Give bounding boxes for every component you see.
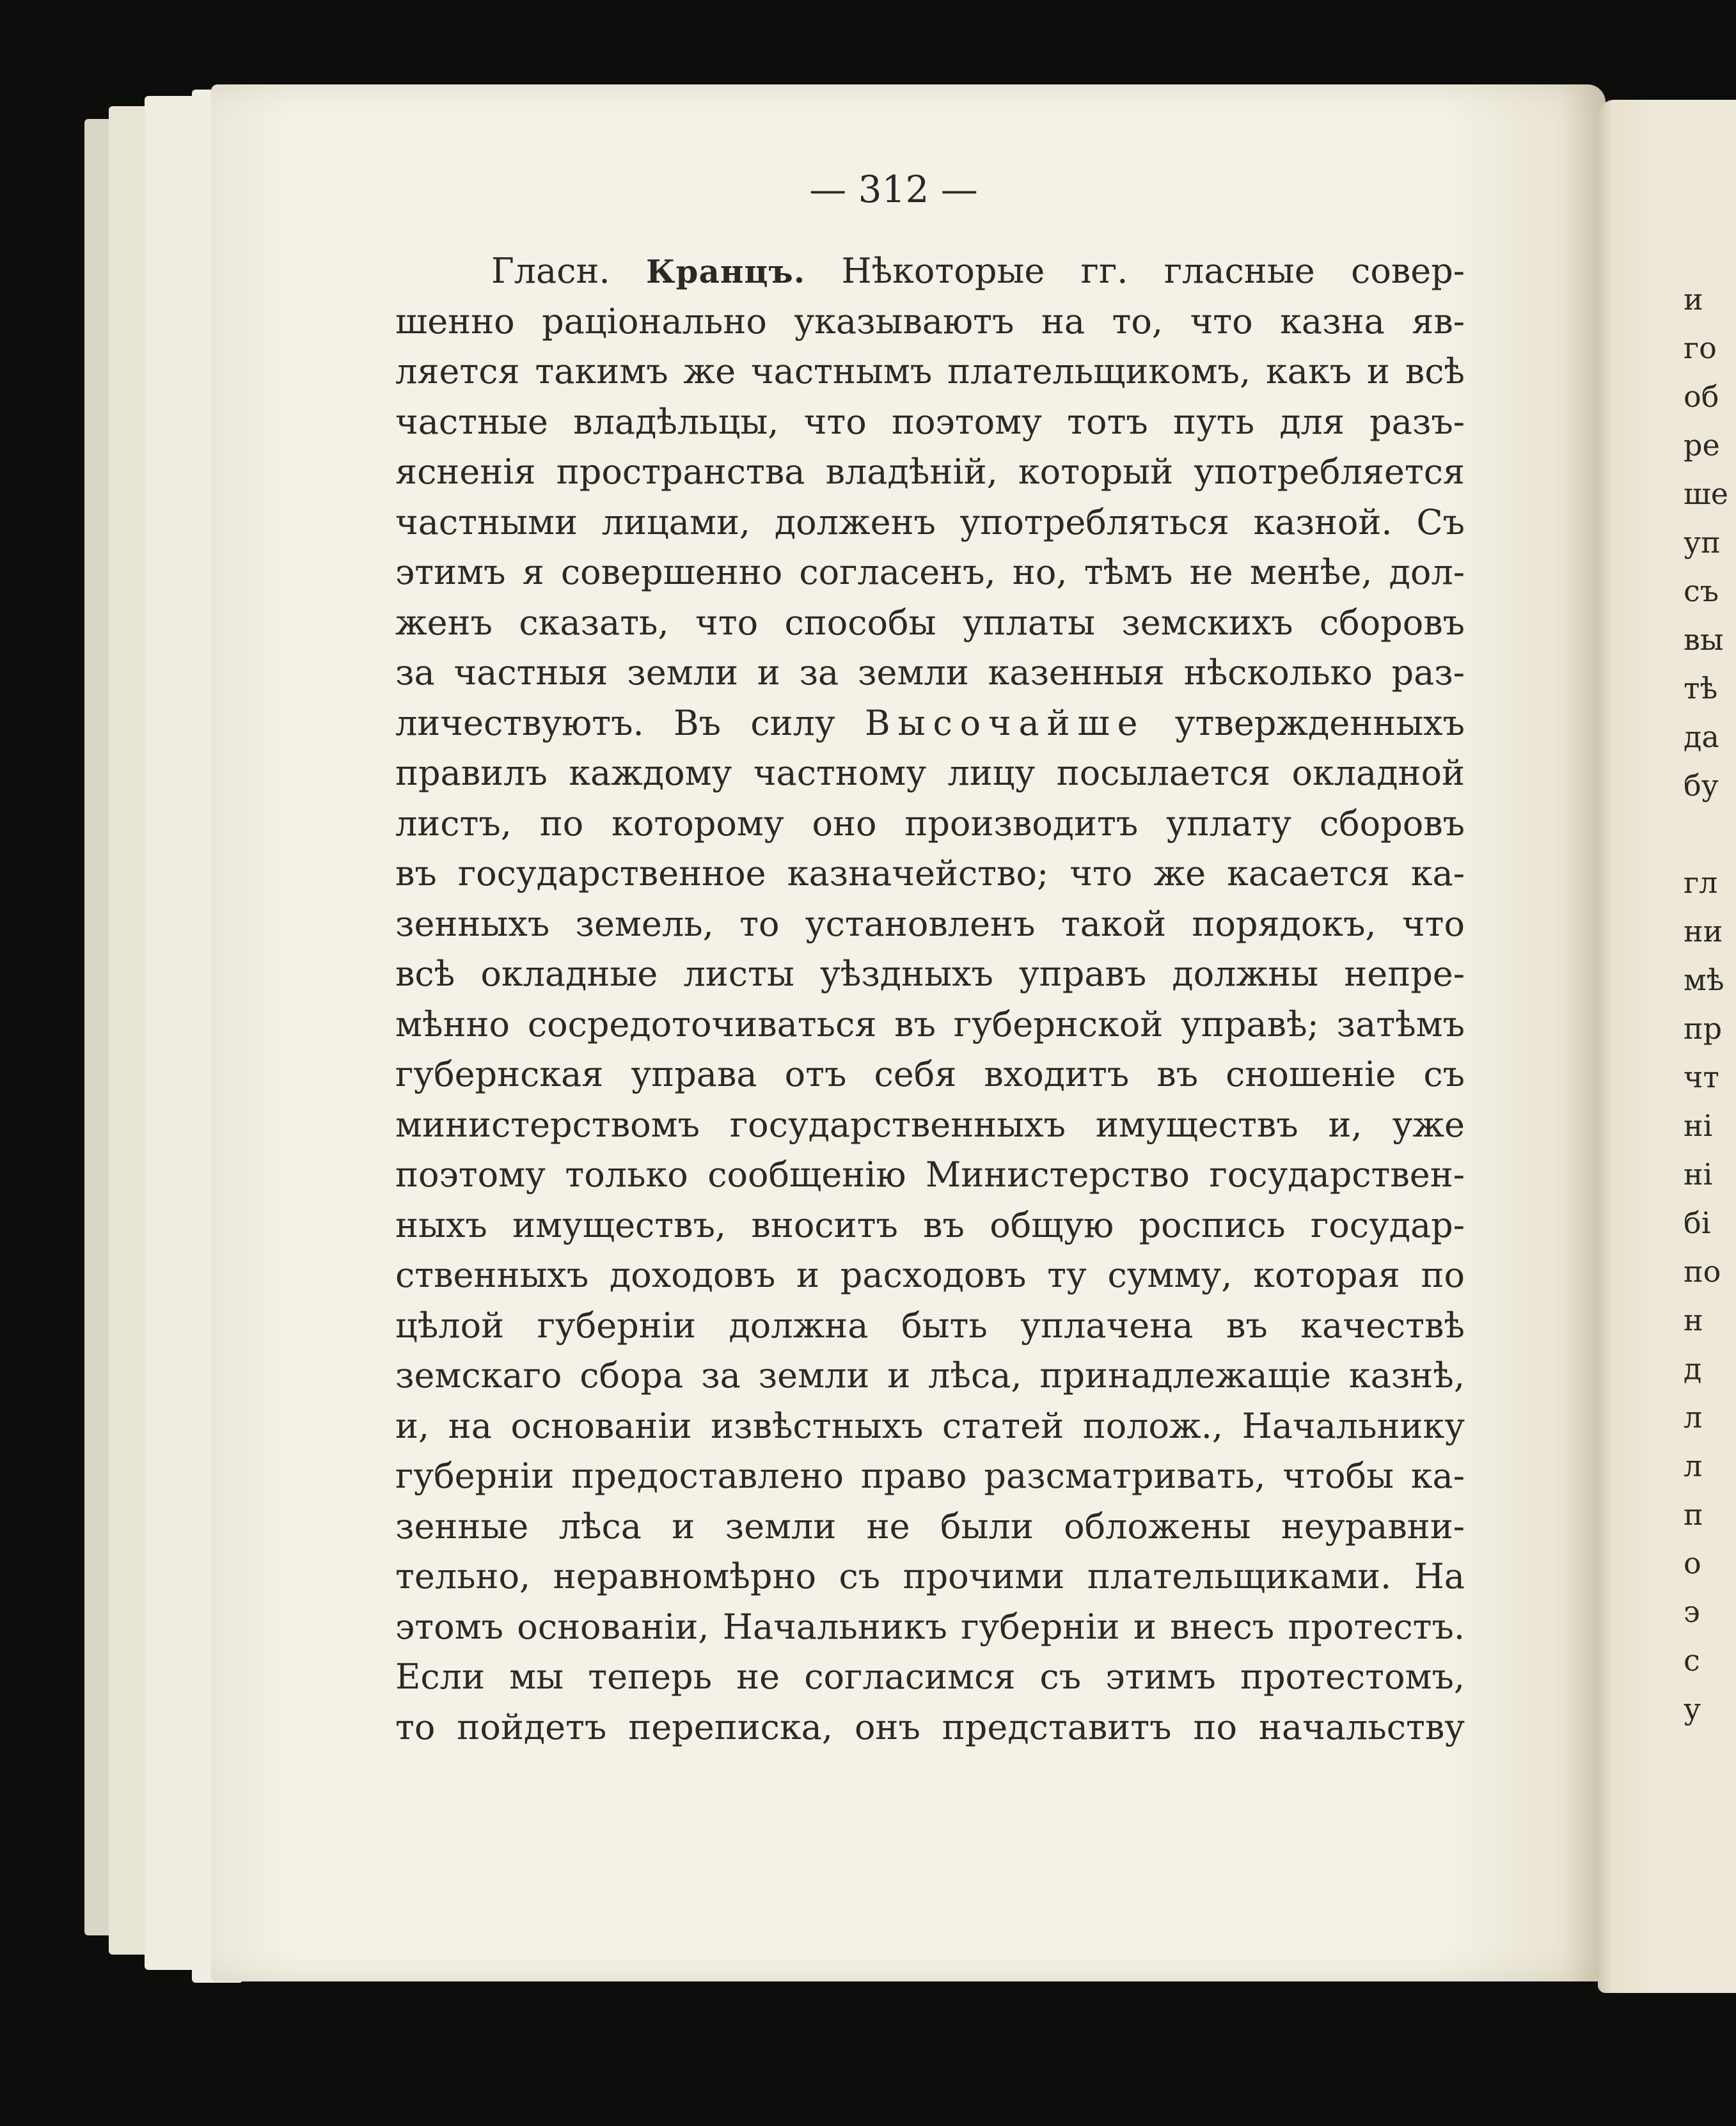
text-line: ственныхъ доходовъ и расходовъ ту сумму, которая по — [395, 1255, 1465, 1295]
next-page-fragment: по — [1684, 1254, 1721, 1289]
speaker-label: Гласн. — [491, 251, 610, 291]
text-line: правилъ каждому частному лицу посылается окладной — [395, 753, 1465, 793]
text-line: губернская управа отъ себя входитъ въ сношеніе съ — [395, 1054, 1465, 1094]
next-page-fragment: гл — [1684, 865, 1718, 900]
next-page-fragment: у — [1684, 1692, 1701, 1726]
spaced-word: Высочайше — [865, 702, 1146, 743]
text-line: то пойдетъ переписка, онъ представитъ по начальству — [395, 1706, 1465, 1747]
text-line: губерніи предоставлено право разсматривать, чтобы ка- — [395, 1456, 1465, 1496]
text-line: женъ сказать, что способы уплаты земскихъ сборовъ — [395, 602, 1465, 643]
text-line: шенно раціонально указываютъ на то, что казна яв- — [395, 301, 1465, 342]
next-page-fragment: об — [1684, 379, 1719, 414]
next-page-fragment: бі — [1684, 1206, 1711, 1240]
text-line: частными лицами, долженъ употребляться казной. Съ — [395, 501, 1465, 542]
next-page-fragment: тѣ — [1684, 671, 1718, 705]
next-page-fragment: л — [1684, 1449, 1703, 1483]
next-page-fragment: ше — [1684, 476, 1728, 511]
text-line: ныхъ имуществъ, вноситъ въ общую роспись государ- — [395, 1204, 1465, 1245]
next-page-fragment: да — [1684, 720, 1719, 754]
next-page-fragment: вы — [1684, 622, 1724, 657]
text-line: министерствомъ государственныхъ имуществъ и, уже — [395, 1104, 1465, 1145]
text-line: ляется такимъ же частнымъ плательщикомъ, какъ и всѣ — [395, 351, 1465, 391]
text-line: Гласн. Кранцъ. Нѣкоторые гг. гласные совер- — [491, 251, 1465, 291]
text-line: земскаго сбора за земли и лѣса, принадлежащіе казнѣ, — [395, 1355, 1465, 1396]
next-page-fragment: д — [1684, 1351, 1702, 1386]
text-line: зенныхъ земель, то установленъ такой порядокъ, что — [395, 903, 1465, 944]
next-page-fragment: с — [1684, 1643, 1700, 1678]
text-line: за частныя земли и за земли казенныя нѣсколько раз- — [395, 652, 1465, 693]
text-line: частные владѣльцы, что поэтому тотъ путь для разъ- — [395, 401, 1465, 442]
next-page-text-fragments — [1684, 275, 1736, 1733]
next-page-fragment: п — [1684, 1497, 1703, 1532]
text-line: мѣнно сосредоточиваться въ губернской управѣ; затѣмъ — [395, 1004, 1465, 1044]
text-line: въ государственное казначейство; что же касается ка- — [395, 853, 1465, 894]
text-line: ясненія пространства владѣній, который употребляется — [395, 452, 1465, 492]
text-line: личествуютъ. Въ силу Высочайше утвержденныхъ — [395, 702, 1465, 743]
text-line: и, на основаніи извѣстныхъ статей полож., Начальнику — [395, 1405, 1465, 1446]
text-line: поэтому только сообщенію Министерство государствен- — [395, 1154, 1465, 1195]
next-page-fragment: бу — [1684, 768, 1719, 803]
text-line: этимъ я совершенно согласенъ, но, тѣмъ не менѣе, дол- — [395, 552, 1465, 592]
next-page-fragment: съ — [1684, 574, 1719, 608]
next-page-fragment: н — [1684, 1303, 1703, 1337]
next-page-fragment: л — [1684, 1400, 1703, 1435]
next-page-fragment: пр — [1684, 1011, 1723, 1046]
next-page-fragment: ні — [1684, 1157, 1713, 1192]
next-page-fragment: ре — [1684, 428, 1720, 462]
page-number: — 312 — — [809, 168, 978, 211]
next-page-fragment: чт — [1684, 1060, 1719, 1094]
text-line: всѣ окладные листы уѣздныхъ управъ должны непре- — [395, 954, 1465, 994]
next-page-fragment: о — [1684, 1546, 1701, 1580]
text-line: этомъ основаніи, Начальникъ губерніи и внесъ протестъ. — [395, 1606, 1465, 1647]
text-line: цѣлой губерніи должна быть уплачена въ качествѣ — [395, 1305, 1465, 1346]
text-line: тельно, неравномѣрно съ прочими плательщиками. На — [395, 1556, 1465, 1596]
next-page-fragment: уп — [1684, 525, 1721, 560]
text-line: листъ, по которому оно производитъ уплату сборовъ — [395, 803, 1465, 844]
next-page-fragment: ні — [1684, 1108, 1713, 1143]
next-page-fragment — [1684, 810, 1736, 858]
next-page-fragment: э — [1684, 1594, 1700, 1629]
text-line: зенные лѣса и земли не были обложены неуравни- — [395, 1506, 1465, 1547]
next-page-fragment: и — [1684, 282, 1703, 317]
text-line: Если мы теперь не согласимся съ этимъ протестомъ, — [395, 1657, 1465, 1697]
next-page-fragment: ни — [1684, 914, 1723, 949]
page-body-text — [395, 246, 1465, 1752]
next-page-fragment: го — [1684, 331, 1717, 365]
speaker-name: Кранцъ. — [646, 253, 806, 290]
next-page-fragment: мѣ — [1684, 963, 1724, 997]
